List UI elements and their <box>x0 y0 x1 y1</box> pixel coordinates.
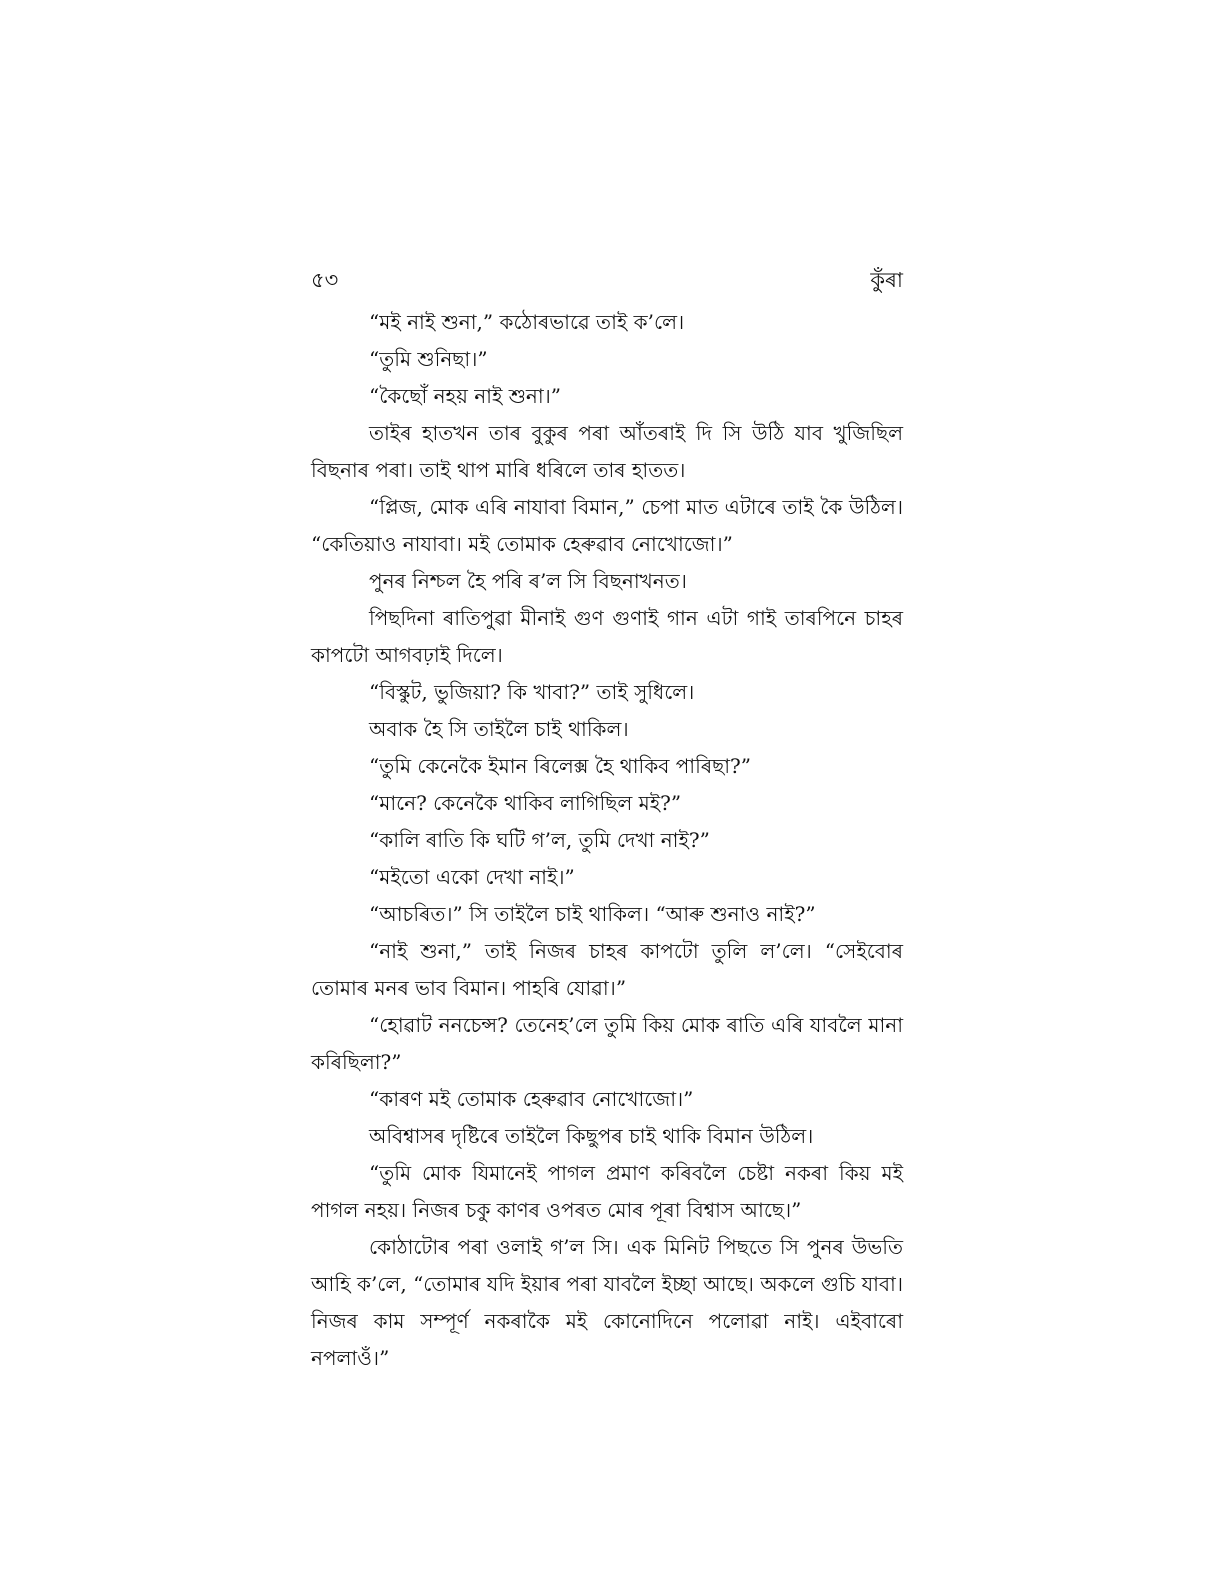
paragraph: “বিস্কুট, ভুজিয়া? কি খাবা?” তাই সুধিলে। <box>369 680 695 704</box>
paragraph: “মইতো একো দেখা নাই।” <box>369 865 575 889</box>
paragraph: “তুমি শুনিছা।” <box>369 347 488 371</box>
paragraph: “কালি ৰাতি কি ঘটি গ’ল, তুমি দেখা নাই?” <box>369 828 710 852</box>
paragraph: “কাৰণ মই তোমাক হেৰুৱাব নোখোজো।” <box>369 1087 694 1111</box>
paragraph: “কৈছোঁ নহয় নাই শুনা।” <box>369 384 562 408</box>
paragraph: “তুমি মোক যিমানেই পাগল প্ৰমাণ কৰিবলৈ চেষ্টা নকৰা কিয় মই পাগল নহয়। নিজৰ চকু কাণৰ ওপৰত মোৰ পূৰা বিশ্বাস আছে।” <box>311 1161 903 1222</box>
paragraph: “আচৰিত।” সি তাইলৈ চাই থাকিল। “আৰু শুনাও নাই?” <box>369 902 816 926</box>
paragraph: “মানে? কেনেকৈ থাকিব লাগিছিল মই?” <box>369 791 682 815</box>
paragraph: পুনৰ নিশ্চল হৈ পৰি ৰ’ল সি বিছনাখনত। <box>369 569 687 593</box>
paragraph: অবিশ্বাসৰ দৃষ্টিৰে তাইলৈ কিছুপৰ চাই থাকি বিমান উঠিল। <box>369 1124 814 1148</box>
paragraph: পিছদিনা ৰাতিপুৱা মীনাই গুণ গুণাই গান এটা গাই তাৰপিনে চাহৰ কাপটো আগবঢ়াই দিলে। <box>311 606 903 667</box>
paragraph: তাইৰ হাতখন তাৰ বুকুৰ পৰা আঁতৰাই দি সি উঠি যাব খুজিছিল বিছনাৰ পৰা। তাই থাপ মাৰি ধৰিলে তাৰ হাতত। <box>311 421 903 482</box>
running-header <box>311 262 903 298</box>
paragraph: “হোৱাট ননচেন্স? তেনেহ’লে তুমি কিয় মোক ৰাতি এৰি যাবলৈ মানা কৰিছিলা?” <box>311 1013 903 1074</box>
paragraph: “প্লিজ, মোক এৰি নাযাবা বিমান,” চেপা মাত এটাৰে তাই কৈ উঠিল। “কেতিয়াও নাযাবা। মই তোমাক হেৰুৱাব নোখোজো।” <box>311 495 903 556</box>
paragraph: অবাক হৈ সি তাইলৈ চাই থাকিল। <box>369 717 629 741</box>
paragraph: কোঠাটোৰ পৰা ওলাই গ’ল সি। এক মিনিট পিছতে সি পুনৰ উভতি আহি ক’লে, “তোমাৰ যদি ইয়াৰ পৰা যাবলৈ ইচ্ছা আছে। অকলে গুচি যাবা। নিজৰ কাম সম্পূৰ্ণ নকৰাকৈ মই কোনোদিনে পলোৱা নাই। এইবাৰো নপলাওঁ।” <box>311 1235 903 1370</box>
paragraph: “মই নাই শুনা,” কঠোৰভাৱে তাই ক’লে। <box>369 310 685 334</box>
running-title: কুঁৰা <box>870 268 903 292</box>
paragraph: “নাই শুনা,” তাই নিজৰ চাহৰ কাপটো তুলি ল’লে। “সেইবোৰ তোমাৰ মনৰ ভাব বিমান। পাহৰি যোৱা।” <box>311 939 903 1000</box>
text-body <box>311 304 903 1377</box>
page-number: ৫৩ <box>311 268 339 292</box>
paragraph: “তুমি কেনেকৈ ইমান ৰিলেক্স হৈ থাকিব পাৰিছা?” <box>369 754 751 778</box>
